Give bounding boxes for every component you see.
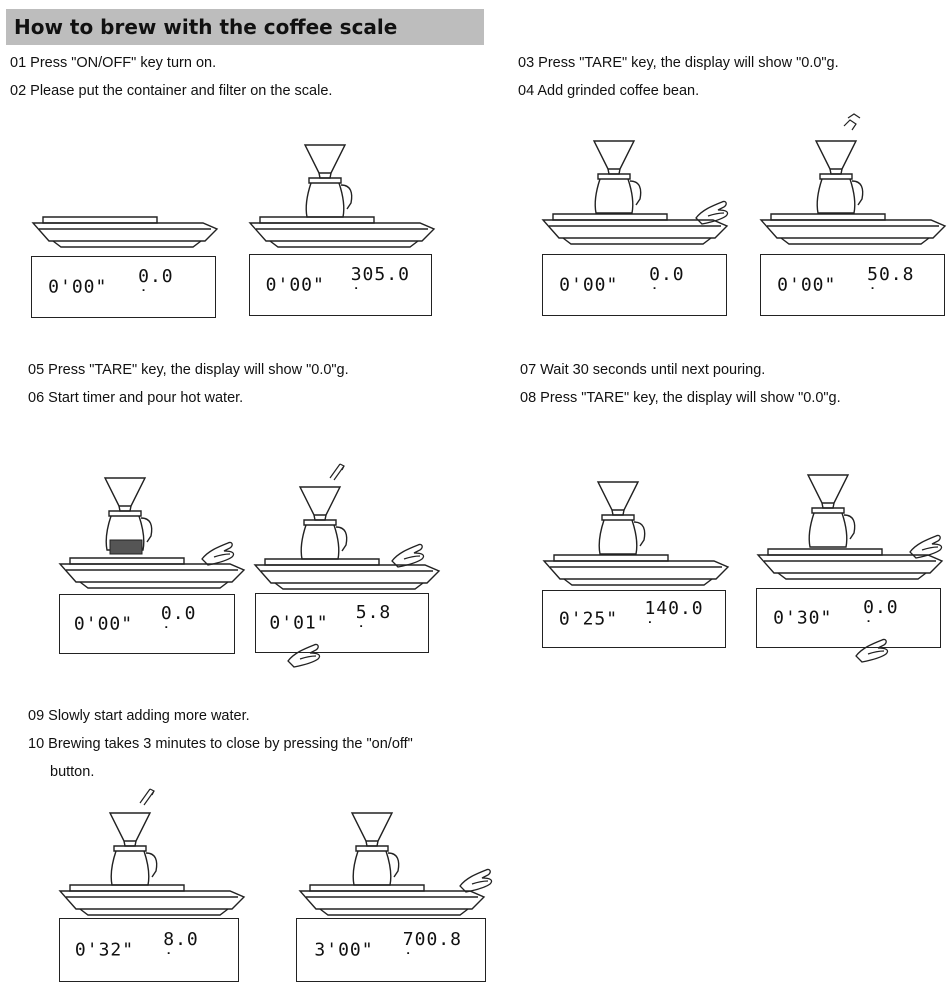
- step-02: 02 Please put the container and filter on the scale.: [10, 83, 333, 99]
- display-weight: 305.0 ˙: [350, 264, 410, 306]
- hand-5: [202, 542, 234, 565]
- display-time: 0'01": [269, 612, 329, 634]
- hand-10: [460, 869, 492, 892]
- scale-3: [543, 214, 727, 244]
- pour-over-pot-9: [110, 813, 157, 885]
- hand-8b: [856, 639, 888, 662]
- kettle-icon: [140, 789, 154, 805]
- scale-10: [300, 885, 484, 915]
- pour-over-pot-8: [808, 475, 855, 547]
- step-05: 05 Press "TARE" key, the display will show "0.0"g.: [28, 362, 349, 378]
- display-weight: 700.8 ˙: [402, 929, 462, 971]
- display-weight: 0.0 ˙: [138, 266, 174, 308]
- display-weight: 140.0 ˙: [644, 598, 704, 640]
- coffee-grounds: [110, 540, 142, 554]
- pour-over-pot-3: [594, 141, 641, 213]
- display-weight: 8.0 ˙: [163, 929, 199, 971]
- display-time: 0'32": [74, 939, 135, 961]
- scale-2: [250, 217, 434, 247]
- step-10-continued: button.: [50, 764, 95, 780]
- step-06: 06 Start timer and pour hot water.: [28, 390, 244, 406]
- scale-1: [33, 217, 217, 247]
- display-weight: 0.0 ˙: [649, 264, 685, 306]
- scale-9: [60, 885, 244, 915]
- pour-over-pot-2: [305, 145, 352, 217]
- step-08: 08 Press "TARE" key, the display will show "0.0"g.: [520, 390, 841, 406]
- pour-over-pot-7: [598, 482, 645, 554]
- kettle-icon: [330, 464, 344, 480]
- display-weight: 50.8 ˙: [867, 264, 915, 306]
- pour-over-pot-10: [352, 813, 399, 885]
- step-07: 07 Wait 30 seconds until next pouring.: [520, 362, 766, 378]
- display-time: 0'00": [777, 274, 837, 296]
- display-weight: 0.0 ˙: [863, 597, 899, 639]
- step-01: 01 Press "ON/OFF" key turn on.: [10, 55, 217, 71]
- pour-over-pot-4: [816, 141, 863, 213]
- pour-over-pot-6: [300, 487, 347, 559]
- display-time: 0'00": [48, 276, 108, 298]
- step-03: 03 Press "TARE" key, the display will show "0.0"g.: [518, 55, 839, 71]
- hand-6b: [288, 644, 320, 667]
- pour-over-pot-5: [105, 478, 152, 550]
- coffee-beans-icon: [844, 114, 860, 130]
- hand-6: [392, 544, 424, 567]
- scale-4: [761, 214, 945, 244]
- display-weight: 5.8 ˙: [355, 602, 392, 644]
- display-time: 0'00": [559, 274, 619, 296]
- display-time: 0'30": [773, 607, 833, 629]
- display-time: 3'00": [314, 939, 374, 961]
- step-10: 10 Brewing takes 3 minutes to close by pressing the "on/off": [28, 736, 413, 752]
- display-weight: 0.0 ˙: [160, 603, 197, 645]
- page-title: How to brew with the coffee scale: [14, 15, 398, 39]
- display-time: 0'25": [558, 608, 619, 630]
- display-time: 0'00": [265, 274, 325, 296]
- step-09: 09 Slowly start adding more water.: [28, 708, 250, 724]
- scale-8: [758, 549, 942, 579]
- display-time: 0'00": [73, 613, 134, 635]
- step-04: 04 Add grinded coffee bean.: [518, 83, 700, 99]
- scale-7: [544, 555, 728, 585]
